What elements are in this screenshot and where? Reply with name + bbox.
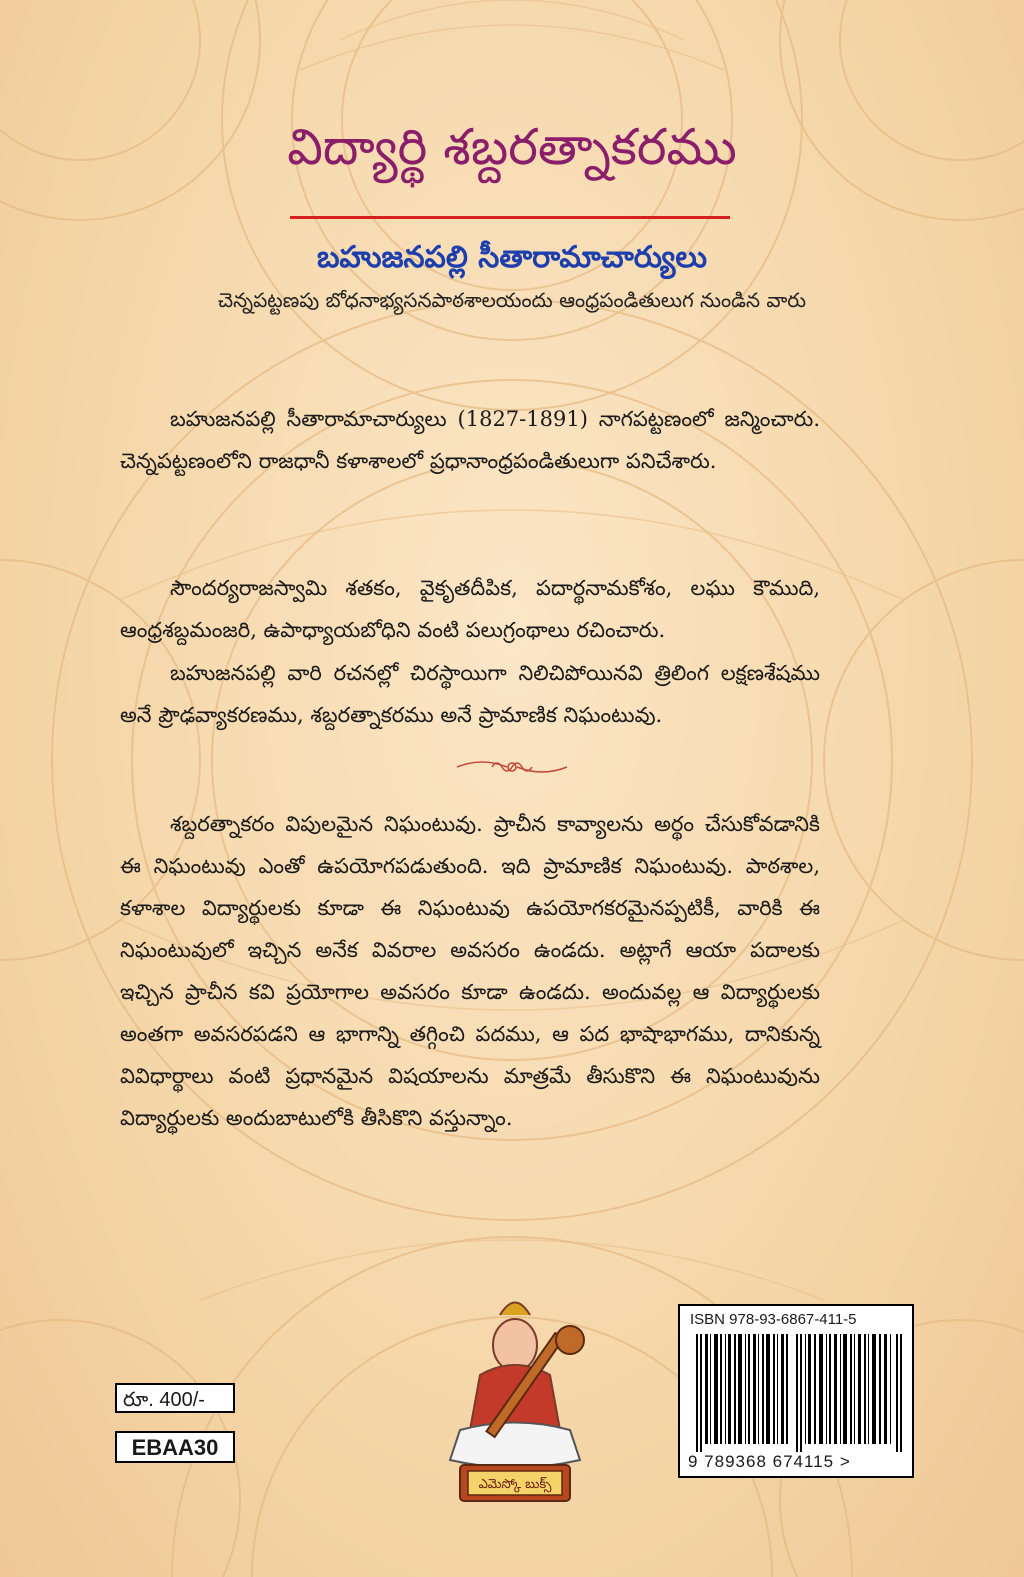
paragraph-4: శబ్దరత్నాకరం విపులమైన నిఘంటువు. ప్రాచీన కావ్యాలను అర్థం చేసుకోవడానికి ఈ నిఘంటువు ఎంతో ఉపయోగపడుతుంది. ఇది ప్రామాణిక నిఘంటువు. పాఠశాల, కళాశాల విద్యార్థులకు కూడా ఈ నిఘంటువు ఉపయోగకరమైనప్పటికీ, వారికి ఈ నిఘంటువులో ఇచ్చిన అనేక వివరాల అవసరం ఉండదు. అట్లాగే ఆయా పదాలకు ఇచ్చిన ప్రాచీన కవి ప్రయోగాల అవసరం కూడా ఉండదు. అందువల్ల ఆ విద్యార్థులకు అంతగా అవసరపడని ఆ భాగాన్ని తగ్గించి పదము, ఆ పద భాషాభాగము, దానికున్న వివిధార్థాలు వంటి ప్రధానమైన విషయాలను మాత్రమే తీసుకొని ఈ నిఘంటువును విద్యార్థులకు అందుబాటులోకి తీసికొని వస్తున్నాం.	[120, 812, 820, 1130]
isbn-number: ISBN 978-93-6867-411-5	[690, 1311, 857, 1328]
price-label: రూ. 400/-	[115, 1383, 235, 1413]
paragraph-1: బహుజనపల్లి సీతారామాచార్యులు (1827-1891) నాగపట్టణంలో జన్మించారు. చెన్నపట్టణంలోని రాజధానీ కళాశాలలో ప్రధానాంధ్రపండితులుగా పనిచేశారు.	[120, 407, 820, 473]
title-divider	[290, 216, 730, 219]
publisher-name: ఎమెస్కో బుక్స్	[478, 1477, 552, 1492]
paragraph-2: సౌందర్యరాజస్వామి శతకం, వైకృతదీపిక, పదార్థనామకోశం, లఘు కౌముది, ఆంధ్రశబ్దమంజరి, ఉపాధ్యాయబోధిని వంటి పలుగ్రంథాలు రచించారు.	[120, 576, 820, 642]
barcode-digits: 9 789368 674115 >	[688, 1452, 851, 1471]
publisher-logo-saraswati	[420, 1255, 610, 1510]
barcode-box	[678, 1304, 914, 1478]
ornament-divider	[452, 752, 572, 782]
author-description: చెన్నపట్టణపు బోధనాభ్యసనపాఠశాలయందు ఆంధ్రపండితులుగ నుండిన వారు	[217, 288, 807, 312]
book-title: విద్యార్థి శబ్దరత్నాకరము	[287, 118, 737, 176]
book-code: EBAA30	[115, 1431, 235, 1463]
paragraph-3: బహుజనపల్లి వారి రచనల్లో చిరస్థాయిగా నిలిచిపోయినవి త్రిలింగ లక్షణశేషము అనే ప్రౌఢవ్యాకరణము, శబ్దరత్నాకరము అనే ప్రామాణిక నిఘంటువు.	[120, 661, 820, 727]
author-name: బహుజనపల్లి సీతారామాచార్యులు	[316, 240, 708, 275]
barcode	[696, 1334, 902, 1452]
